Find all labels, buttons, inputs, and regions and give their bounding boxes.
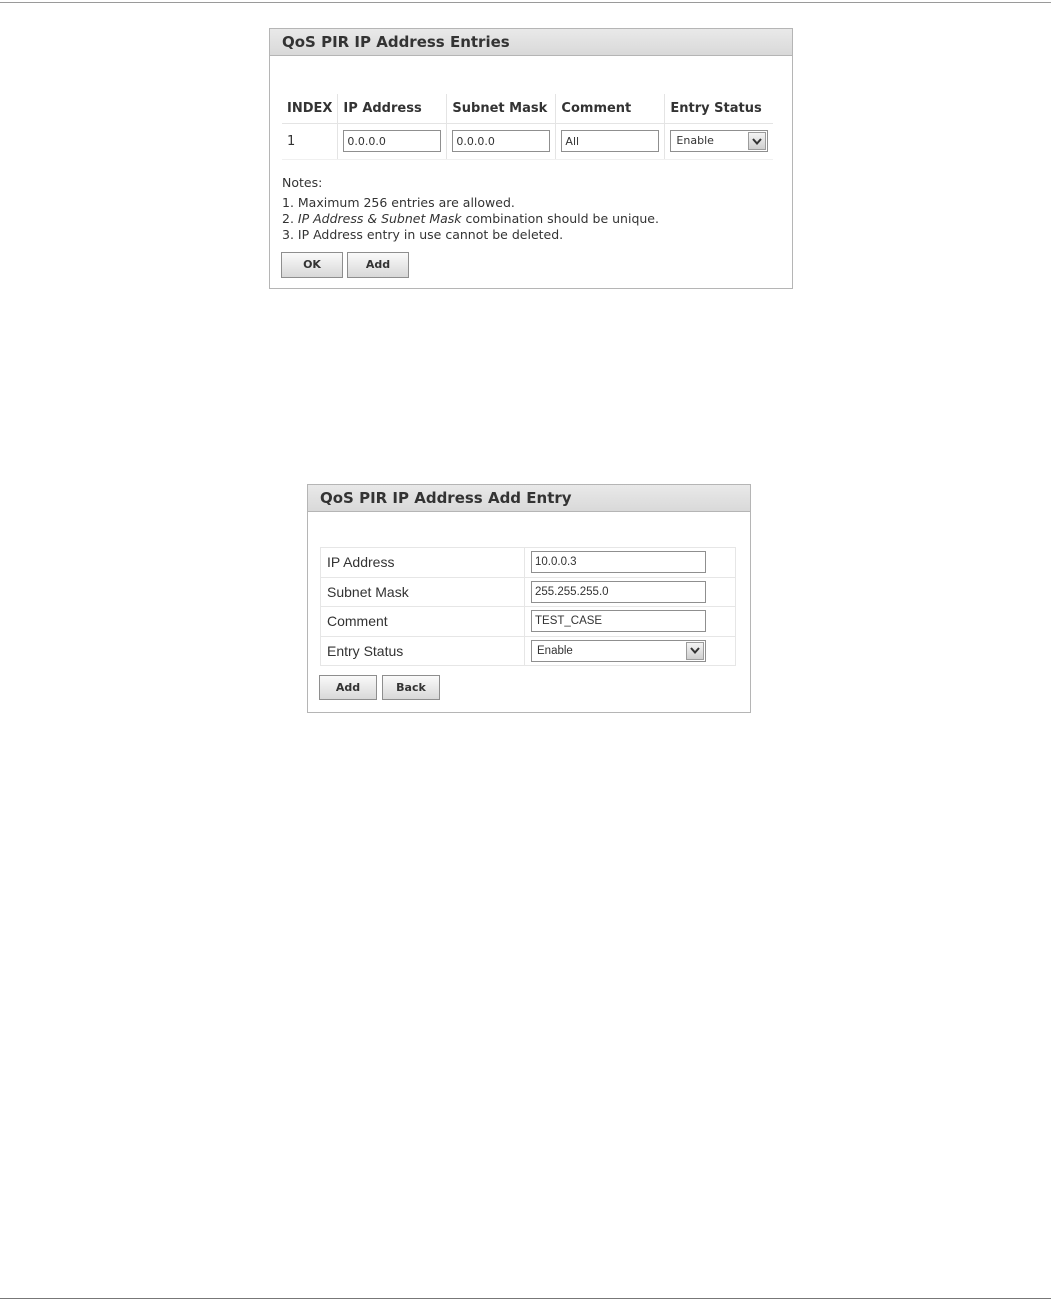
column-header-ip-address: IP Address [338, 94, 447, 123]
add-entry-panel-title: QoS PIR IP Address Add Entry [308, 485, 750, 512]
chevron-down-icon[interactable] [686, 642, 704, 660]
subnet-mask-field[interactable] [531, 581, 706, 603]
note-line-2-prefix: 2. [282, 211, 298, 226]
notes-section [282, 175, 659, 243]
row-ip-cell [338, 123, 447, 159]
entries-panel [269, 28, 793, 289]
entries-panel-title: QoS PIR IP Address Entries [270, 29, 792, 56]
column-header-comment: Comment [556, 94, 665, 123]
form-row-ip-address [321, 548, 736, 578]
ip-address-value-cell [525, 548, 736, 578]
note-line-2 [282, 211, 659, 227]
back-button[interactable]: Back [382, 675, 440, 700]
notes-title: Notes: [282, 175, 323, 190]
add-entry-button[interactable]: Add [319, 675, 377, 700]
entry-status-select[interactable] [670, 130, 768, 152]
subnet-mask-label: Subnet Mask [321, 577, 525, 607]
entries-header-row [282, 94, 773, 123]
row-index: 1 [282, 123, 338, 159]
form-row-comment [321, 607, 736, 637]
note-line-2-suffix: combination should be unique. [461, 211, 659, 226]
comment-value-cell [525, 607, 736, 637]
table-row [282, 123, 773, 159]
column-header-subnet-mask: Subnet Mask [447, 94, 556, 123]
subnet-mask-input[interactable] [452, 130, 550, 152]
form-row-subnet-mask [321, 577, 736, 607]
ip-address-field[interactable] [531, 551, 706, 573]
top-rule [0, 2, 1051, 3]
ip-address-input[interactable] [343, 130, 441, 152]
entry-status-value: Enable [676, 134, 714, 147]
add-entry-panel [307, 484, 751, 713]
subnet-mask-value-cell [525, 577, 736, 607]
entry-status-dropdown[interactable] [531, 640, 706, 662]
row-comment-cell [556, 123, 665, 159]
chevron-down-icon[interactable] [748, 132, 766, 150]
ip-address-label: IP Address [321, 548, 525, 578]
comment-input[interactable] [561, 130, 659, 152]
entry-status-value-cell [525, 636, 736, 666]
note-line-1: 1. Maximum 256 entries are allowed. [282, 195, 515, 210]
comment-field[interactable] [531, 610, 706, 632]
entry-status-label: Entry Status [321, 636, 525, 666]
form-row-entry-status [321, 636, 736, 666]
entries-table [282, 94, 773, 160]
entry-status-selected: Enable [537, 644, 573, 657]
column-header-entry-status: Entry Status [665, 94, 774, 123]
row-subnet-cell [447, 123, 556, 159]
add-button[interactable]: Add [347, 252, 409, 278]
column-header-index: INDEX [282, 94, 338, 123]
note-line-3: 3. IP Address entry in use cannot be deleted. [282, 227, 564, 242]
row-status-cell [665, 123, 774, 159]
bottom-rule [0, 1298, 1051, 1299]
add-entry-form [320, 547, 736, 666]
note-line-2-italic: IP Address & Subnet Mask [297, 211, 462, 226]
comment-label: Comment [321, 607, 525, 637]
ok-button[interactable]: OK [281, 252, 343, 278]
